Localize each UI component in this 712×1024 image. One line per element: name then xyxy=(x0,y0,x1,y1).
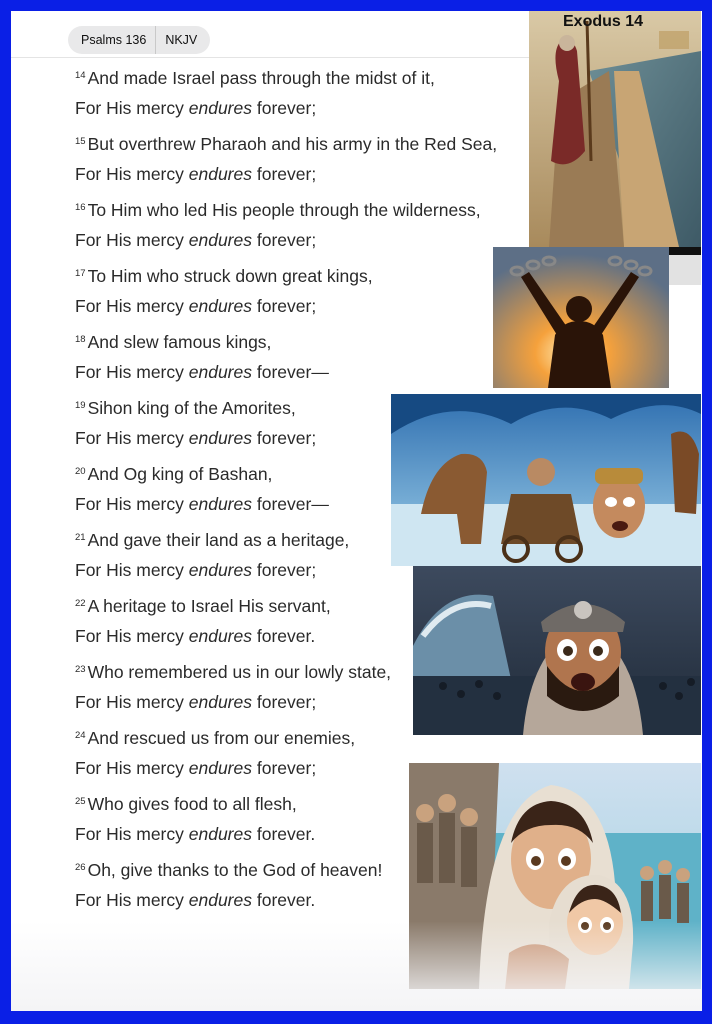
passage-selector[interactable] xyxy=(68,26,210,54)
refrain-line xyxy=(75,224,497,257)
verse-number: 15 xyxy=(75,136,86,147)
refrain-text: forever; xyxy=(252,164,317,184)
verse-text-span: And Og king of Bashan, xyxy=(87,464,273,484)
verse-number: 19 xyxy=(75,400,86,411)
verse-number: 23 xyxy=(75,664,86,675)
refrain-text: forever; xyxy=(252,296,317,316)
refrain-text: forever; xyxy=(252,692,317,712)
verse-text-span: But overthrew Pharaoh and his army in the Red Sea, xyxy=(87,134,498,154)
verse-number: 14 xyxy=(75,70,86,81)
refrain-text: forever; xyxy=(252,758,317,778)
verse-text-span: And slew famous kings, xyxy=(87,332,272,352)
refrain-text: For His mercy xyxy=(75,758,189,778)
version-button[interactable]: NKJV xyxy=(165,33,198,47)
refrain-line xyxy=(75,356,497,389)
verse-number: 16 xyxy=(75,202,86,213)
refrain-italic-word: endures xyxy=(188,164,252,184)
refrain-italic-word: endures xyxy=(188,362,252,382)
verse-line xyxy=(75,191,497,224)
verse-text-span: And made Israel pass through the midst of it, xyxy=(87,68,435,88)
refrain-line xyxy=(75,92,497,125)
verse-number: 22 xyxy=(75,598,86,609)
refrain-line xyxy=(75,290,497,323)
refrain-italic-word: endures xyxy=(188,890,252,910)
refrain-text: forever. xyxy=(252,890,316,910)
refrain-text: For His mercy xyxy=(75,428,189,448)
verse-number: 18 xyxy=(75,334,86,345)
verse-number: 25 xyxy=(75,796,86,807)
verse-number: 20 xyxy=(75,466,86,477)
bible-reader-page xyxy=(11,11,702,1011)
verse-line xyxy=(75,59,497,92)
refrain-text: forever— xyxy=(252,362,329,382)
refrain-italic-word: endures xyxy=(188,758,252,778)
verse-text-span: Who remembered us in our lowly state, xyxy=(87,662,392,682)
refrain-text: For His mercy xyxy=(75,692,189,712)
refrain-text: forever— xyxy=(252,494,329,514)
refrain-text: For His mercy xyxy=(75,98,189,118)
bottom-fade xyxy=(11,921,702,1011)
refrain-text: forever; xyxy=(252,98,317,118)
verse-line xyxy=(75,323,497,356)
refrain-italic-word: endures xyxy=(188,494,252,514)
refrain-text: For His mercy xyxy=(75,362,189,382)
refrain-text: For His mercy xyxy=(75,230,189,250)
gray-strip xyxy=(669,247,701,285)
refrain-text: forever; xyxy=(252,428,317,448)
chariots-red-sea-image xyxy=(391,394,701,566)
refrain-text: forever. xyxy=(252,626,316,646)
refrain-text: For His mercy xyxy=(75,890,189,910)
refrain-italic-word: endures xyxy=(188,98,252,118)
refrain-text: forever; xyxy=(252,230,317,250)
verse-number: 21 xyxy=(75,532,86,543)
verse-line xyxy=(75,125,497,158)
reader-toolbar xyxy=(11,11,531,58)
refrain-line xyxy=(75,158,497,191)
refrain-text: For His mercy xyxy=(75,494,189,514)
verse-text-span: And rescued us from our enemies, xyxy=(87,728,356,748)
broken-chains-image xyxy=(493,247,669,388)
refrain-text: forever. xyxy=(252,824,316,844)
verse-text-span: Oh, give thanks to the God of heaven! xyxy=(87,860,383,880)
verse-text-span: Sihon king of the Amorites, xyxy=(87,398,296,418)
soldier-wave-image xyxy=(413,566,701,735)
verse-number: 17 xyxy=(75,268,86,279)
refrain-italic-word: endures xyxy=(188,560,252,580)
moses-parting-sea-image xyxy=(529,11,701,247)
verse-line xyxy=(75,257,497,290)
refrain-italic-word: endures xyxy=(188,296,252,316)
image-caption: Exodus 14 xyxy=(563,13,644,30)
refrain-text: For His mercy xyxy=(75,164,189,184)
verse-text-span: Who gives food to all flesh, xyxy=(87,794,297,814)
verse-text-span: To Him who led His people through the wilderness, xyxy=(87,200,481,220)
verse-text-span: And gave their land as a heritage, xyxy=(87,530,350,550)
verse-text-span: To Him who struck down great kings, xyxy=(87,266,373,286)
refrain-text: For His mercy xyxy=(75,560,189,580)
verse-number: 24 xyxy=(75,730,86,741)
refrain-italic-word: endures xyxy=(188,230,252,250)
verse-text-span: A heritage to Israel His servant, xyxy=(87,596,331,616)
refrain-text: For His mercy xyxy=(75,626,189,646)
verse-number: 26 xyxy=(75,862,86,873)
refrain-italic-word: endures xyxy=(188,626,252,646)
refrain-italic-word: endures xyxy=(188,428,252,448)
refrain-italic-word: endures xyxy=(188,824,252,844)
refrain-text: forever; xyxy=(252,560,317,580)
refrain-text: For His mercy xyxy=(75,296,189,316)
refrain-text: For His mercy xyxy=(75,824,189,844)
book-chapter-button[interactable]: Psalms 136 xyxy=(68,26,156,54)
refrain-italic-word: endures xyxy=(188,692,252,712)
